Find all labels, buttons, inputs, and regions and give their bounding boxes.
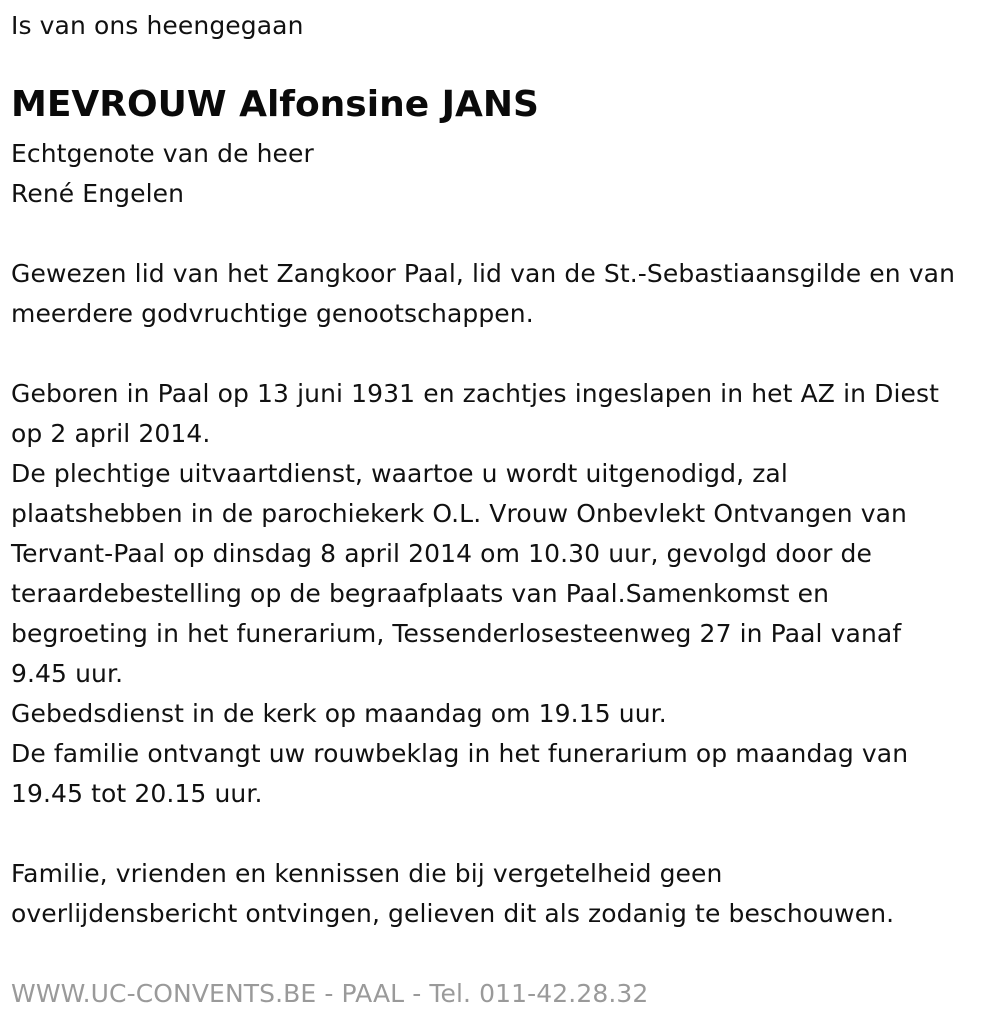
intro-text: Is van ons heengegaan bbox=[11, 11, 304, 40]
funeral-details-paragraph bbox=[11, 374, 939, 814]
footer-contact: WWW.UC-CONVENTS.BE - PAAL - Tel. 011-42.28.32 bbox=[11, 979, 649, 1008]
detail-line: op 2 april 2014. bbox=[11, 419, 211, 448]
detail-line: teraardebestelling op de begraafplaats van Paal.Samenkomst en bbox=[11, 579, 830, 608]
detail-line: begroeting in het funerarium, Tessenderlosesteenweg 27 in Paal vanaf bbox=[11, 619, 902, 648]
detail-line: 19.45 tot 20.15 uur. bbox=[11, 779, 263, 808]
notice-line: overlijdensbericht ontvingen, gelieven dit als zodanig te beschouwen. bbox=[11, 899, 895, 928]
spouse-block bbox=[11, 134, 314, 214]
spouse-line: Echtgenote van de heer bbox=[11, 139, 314, 168]
membership-paragraph bbox=[11, 254, 955, 334]
notice-paragraph bbox=[11, 854, 894, 934]
spouse-line: René Engelen bbox=[11, 179, 185, 208]
detail-line: De plechtige uitvaartdienst, waartoe u wordt uitgenodigd, zal bbox=[11, 459, 788, 488]
detail-line: Gebedsdienst in de kerk op maandag om 19.15 uur. bbox=[11, 699, 667, 728]
detail-line: plaatshebben in de parochiekerk O.L. Vrouw Onbevlekt Ontvangen van bbox=[11, 499, 907, 528]
detail-line: 9.45 uur. bbox=[11, 659, 124, 688]
membership-line: Gewezen lid van het Zangkoor Paal, lid van de St.-Sebastiaansgilde en van bbox=[11, 259, 956, 288]
detail-line: De familie ontvangt uw rouwbeklag in het funerarium op maandag van bbox=[11, 739, 909, 768]
membership-line: meerdere godvruchtige genootschappen. bbox=[11, 299, 534, 328]
notice-line: Familie, vrienden en kennissen die bij vergetelheid geen bbox=[11, 859, 723, 888]
detail-line: Geboren in Paal op 13 juni 1931 en zachtjes ingeslapen in het AZ in Diest bbox=[11, 379, 940, 408]
detail-line: Tervant-Paal op dinsdag 8 april 2014 om 10.30 uur, gevolgd door de bbox=[11, 539, 872, 568]
deceased-name: MEVROUW Alfonsine JANS bbox=[11, 84, 539, 125]
